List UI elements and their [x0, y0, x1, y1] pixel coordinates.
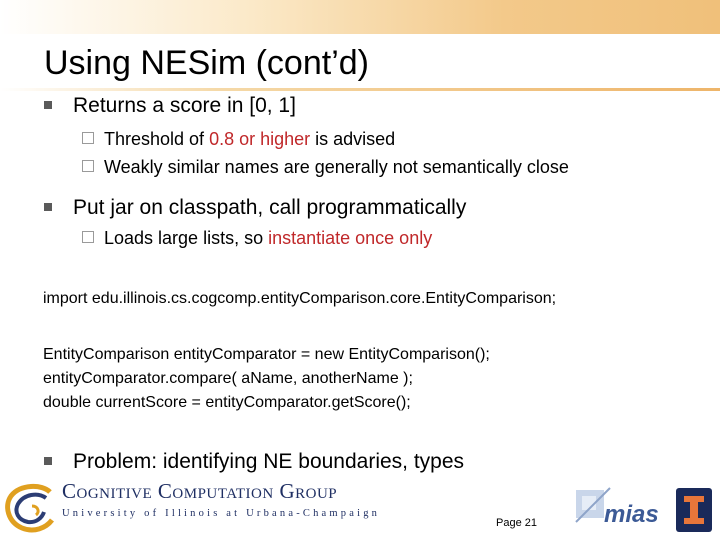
illinois-logo-icon — [672, 486, 716, 534]
code-line-constructor: EntityComparison entityComparator = new EntityComparison(); — [43, 346, 490, 363]
bullet-put-jar: Put jar on classpath, call programmatically — [73, 196, 466, 220]
bullet-problem: Problem: identifying NE boundaries, types — [73, 450, 464, 474]
code-line-import: import edu.illinois.cs.cogcomp.entityComparison.core.EntityComparison; — [43, 290, 557, 307]
mias-logo-icon — [574, 484, 666, 532]
slide-title: Using NESim (cont’d) — [44, 44, 369, 82]
subbullet-loads-lists: Loads large lists, so instantiate once only — [104, 228, 432, 249]
code-line-getscore: double currentScore = entityComparator.getScore(); — [43, 394, 411, 411]
checkbox-bullet-icon — [82, 160, 94, 172]
square-bullet-icon — [44, 457, 52, 465]
subbullet-threshold: Threshold of 0.8 or higher is advised — [104, 129, 395, 150]
slide-footer — [0, 474, 720, 540]
checkbox-bullet-icon — [82, 132, 94, 144]
checkbox-bullet-icon — [82, 231, 94, 243]
bullet-returns-score: Returns a score in [0, 1] — [73, 94, 296, 118]
header-gradient-bar — [0, 0, 720, 34]
svg-text:mias: mias — [604, 501, 659, 528]
page-number: Page 21 — [496, 517, 537, 529]
university-name-logo: University of Illinois at Urbana-Champaign — [62, 508, 381, 519]
code-line-compare: entityComparator.compare( aName, anotherName ); — [43, 370, 413, 387]
square-bullet-icon — [44, 203, 52, 211]
subbullet-weakly-similar: Weakly similar names are generally not semantically close — [104, 157, 569, 178]
title-divider — [0, 88, 720, 91]
cognitive-group-swirl-icon — [2, 482, 60, 534]
square-bullet-icon — [44, 101, 52, 109]
group-name-logo: Cognitive Computation Group — [62, 479, 338, 503]
